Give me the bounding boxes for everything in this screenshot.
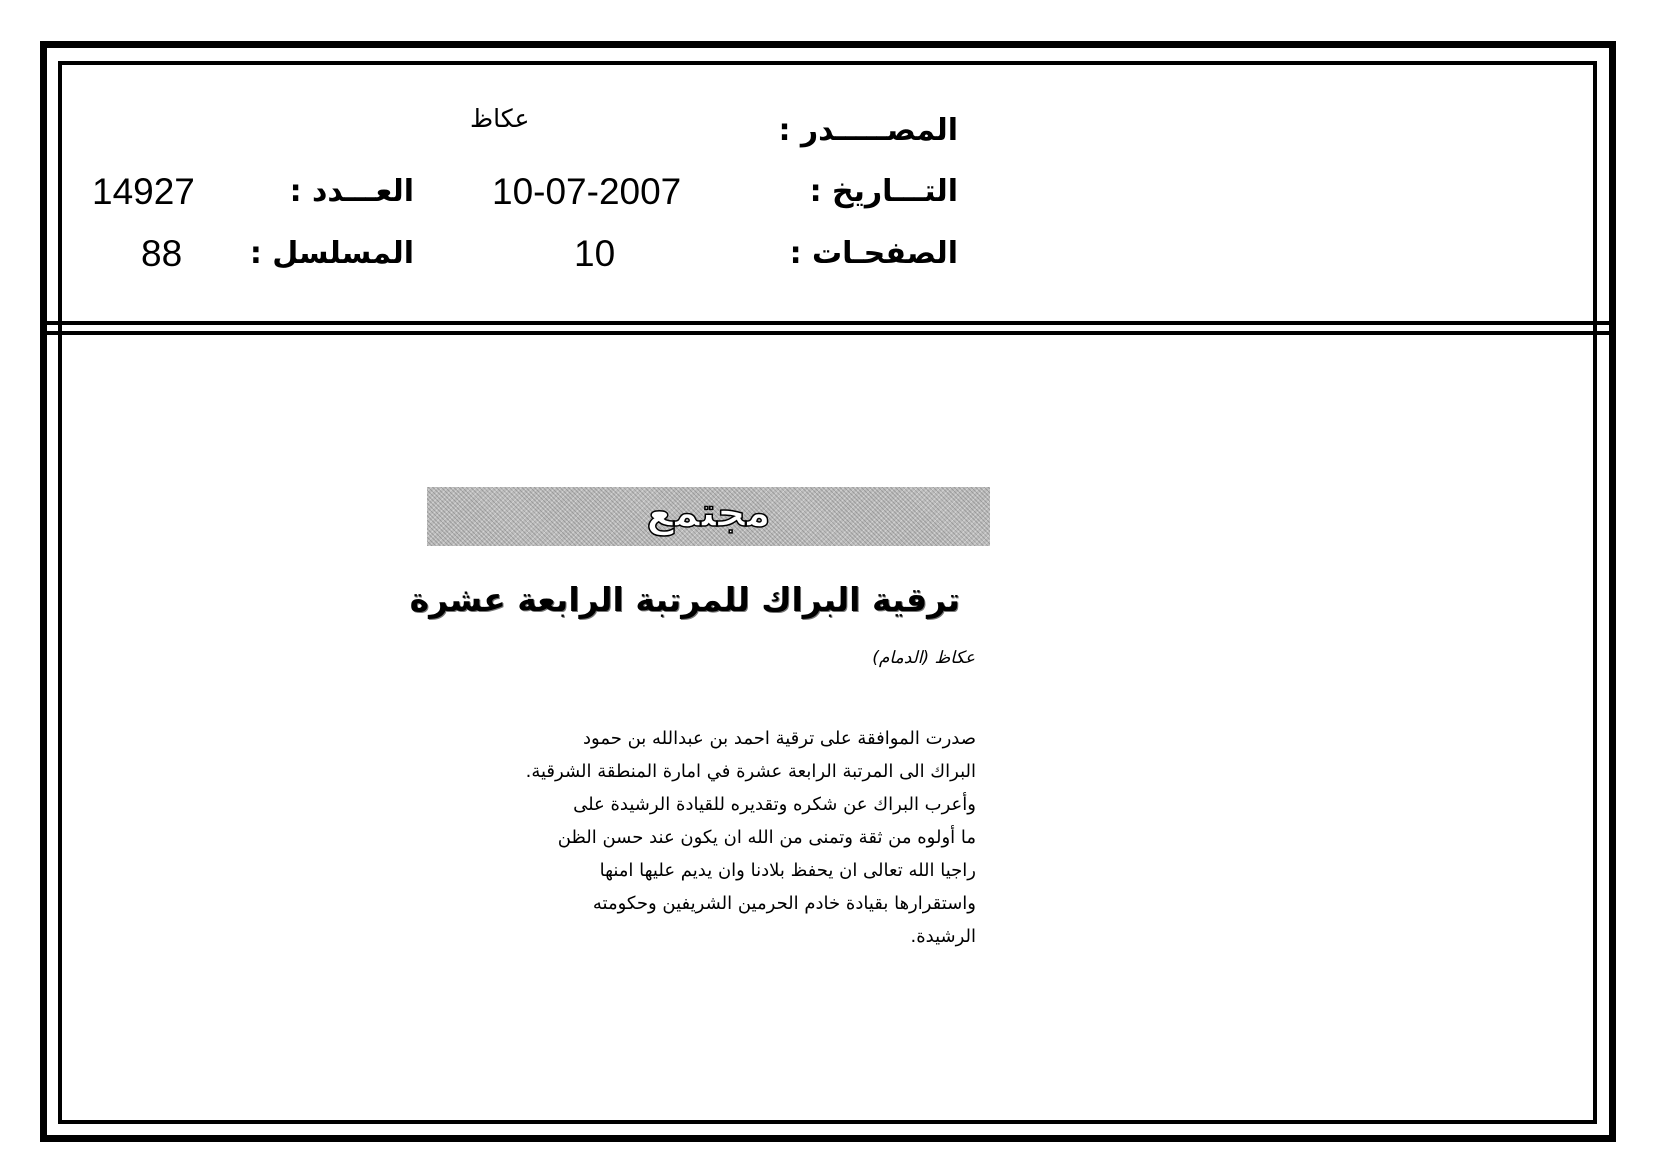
header-divider-bottom <box>44 331 1612 335</box>
source-label: المصـــــدر : <box>778 113 958 148</box>
pages-value: 10 <box>574 233 616 274</box>
article-byline: عكاظ (الدمام) <box>872 648 975 668</box>
date-label: التـــاريخ : <box>809 174 958 209</box>
header-divider-top <box>44 321 1612 325</box>
body-line: صدرت الموافقة على ترقية احمد بن عبدالله بن حمود <box>583 728 976 749</box>
issue-value: 14927 <box>92 171 195 212</box>
body-line: البراك الى المرتبة الرابعة عشرة في امارة المنطقة الشرقية. <box>525 761 976 782</box>
date-value: 10-07-2007 <box>492 171 682 212</box>
pages-label: الصفحـات : <box>789 236 958 271</box>
article-headline: ترقية البراك للمرتبة الرابعة عشرة <box>409 580 960 619</box>
section-title: مجتمع <box>646 490 771 536</box>
source-value: عكاظ <box>470 104 530 133</box>
issue-label: العـــدد : <box>289 174 414 209</box>
body-line: الرشيدة. <box>910 926 976 947</box>
article-body <box>436 722 976 953</box>
body-line: واستقرارها بقيادة خادم الحرمين الشريفين وحكومته <box>592 893 976 914</box>
body-line: راجيا الله تعالى ان يحفظ بلادنا وان يديم عليها امنها <box>599 860 976 881</box>
serial-label: المسلسل : <box>249 236 414 271</box>
serial-value: 88 <box>141 233 183 274</box>
body-line: وأعرب البراك عن شكره وتقديره للقيادة الرشيدة على <box>573 794 976 815</box>
body-line: ما أولوه من ثقة وتمنى من الله ان يكون عند حسن الظن <box>557 827 976 848</box>
section-banner <box>427 487 990 546</box>
